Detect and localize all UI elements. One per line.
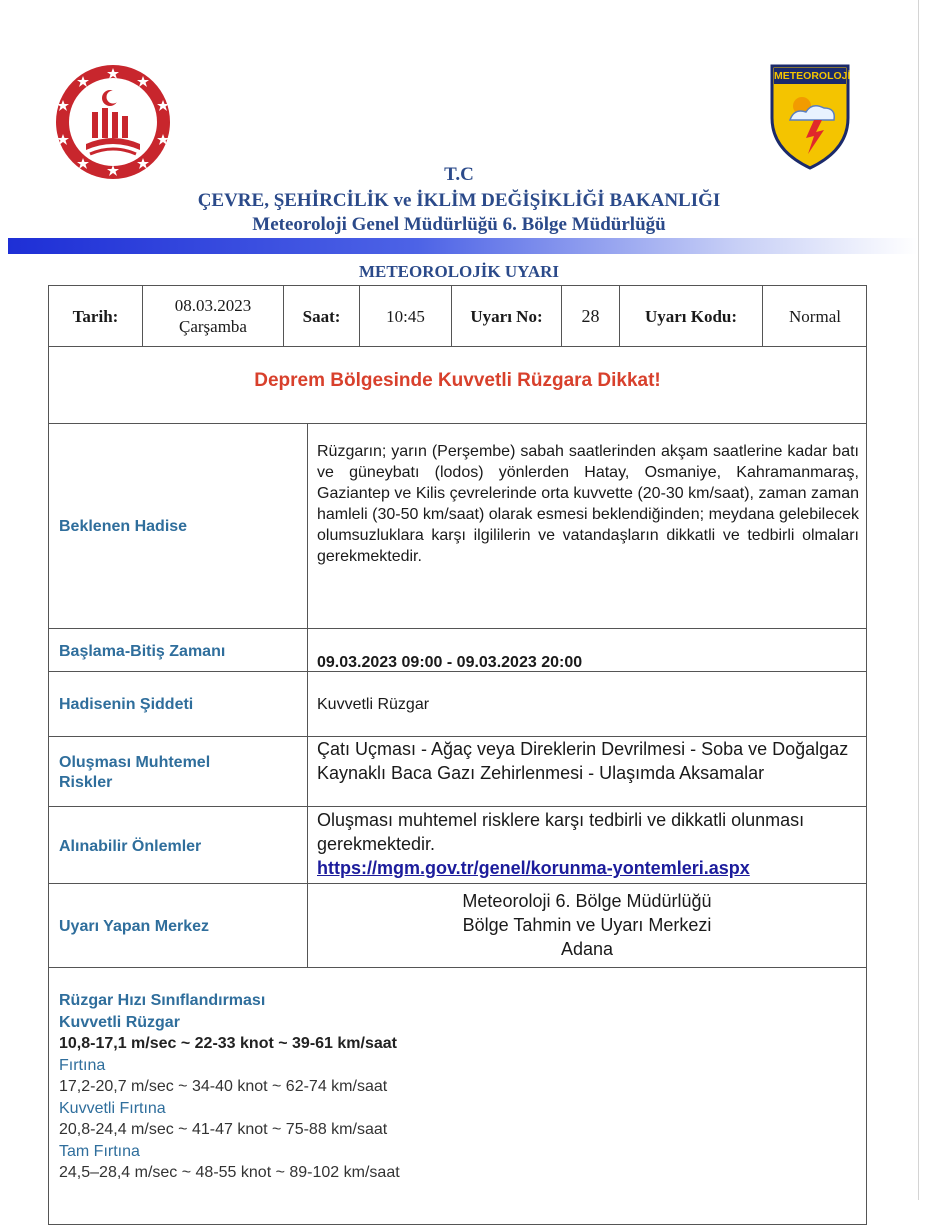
- warning-code-label: Uyarı Kodu:: [644, 306, 738, 326]
- risks-label-line1: Oluşması Muhtemel: [59, 754, 211, 771]
- center-line2: Bölge Tahmin ve Uyarı Merkezi: [462, 915, 712, 935]
- risks-label: [59, 753, 210, 793]
- expected-event-text: Rüzgarın; yarın (Perşembe) sabah saatlerinden akşam saatlerine kadar batı ve güneybatı (lodos) yönlerden Hatay, Osmaniye, Kahramanmaraş, Gaziantep ve Kilis çevrelerinde orta kuvvette (20-30 km/saat), zaman zaman hamleli (30-50 km/saat) olarak esmesi beklendiğinden; meydana gelebilecek olumsuzluklara karşı ilgililerin ve vatandaşların dikkatli ve tedbirli olmaları gerekmektedir.: [317, 443, 859, 565]
- wind-class-range: 10,8-17,1 m/sec ~ 22-33 knot ~ 39-61 km/saat: [59, 1035, 397, 1052]
- wind-class-range: 20,8-24,4 m/sec ~ 41-47 knot ~ 75-88 km/saat: [59, 1121, 388, 1138]
- meteoroloji-shield-logo: [768, 62, 852, 172]
- center-line1: Meteoroloji 6. Bölge Müdürlüğü: [462, 891, 712, 911]
- table-rule: [49, 346, 866, 347]
- period-label: Başlama-Bitiş Zamanı: [59, 643, 226, 660]
- center-label: Uyarı Yapan Merkez: [59, 918, 210, 935]
- center-value: [317, 889, 857, 961]
- precautions-label: Alınabilir Önlemler: [59, 838, 202, 855]
- page-edge: [918, 0, 919, 1200]
- center-line3: Adana: [560, 939, 614, 959]
- warning-no-value: 28: [581, 305, 600, 326]
- date-label: Tarih:: [72, 306, 119, 326]
- table-rule: [49, 806, 866, 807]
- risks-label-line2: Riskler: [59, 774, 113, 791]
- header-directorate: Meteoroloji Genel Müdürlüğü 6. Bölge Müdürlüğü: [252, 214, 666, 235]
- alert-title: Deprem Bölgesinde Kuvvetli Rüzgara Dikkat!: [254, 370, 661, 391]
- wind-class-range: 24,5–28,4 m/sec ~ 48-55 knot ~ 89-102 km/saat: [59, 1164, 400, 1181]
- wind-classification: [59, 990, 400, 1184]
- severity-value: Kuvvetli Rüzgar: [317, 696, 430, 713]
- wind-class-range: 17,2-20,7 m/sec ~ 34-40 knot ~ 62-74 km/saat: [59, 1078, 388, 1095]
- wind-class-name: Kuvvetli Rüzgar: [59, 1013, 180, 1031]
- day-value: Çarşamba: [179, 317, 247, 336]
- header-ministry: ÇEVRE, ŞEHİRCİLİK ve İKLİM DEĞİŞİKLİĞİ BAKANLIĞI: [197, 190, 721, 211]
- date-cell: [143, 286, 283, 346]
- wind-classification-title: Rüzgar Hızı Sınıflandırması: [59, 992, 266, 1009]
- severity-label: Hadisenin Şiddeti: [59, 696, 194, 713]
- wind-class-name: Fırtına: [59, 1056, 106, 1074]
- time-label: Saat:: [302, 306, 341, 326]
- table-rule: [307, 423, 308, 967]
- meteoroloji-logo-text: METEOROLOJİ: [774, 70, 851, 82]
- precautions-link[interactable]: https://mgm.gov.tr/genel/korunma-yontemleri.aspx: [317, 858, 750, 878]
- table-rule: [49, 423, 866, 424]
- date-value: 08.03.2023: [174, 296, 252, 315]
- time-value: 10:45: [386, 306, 425, 326]
- document-title: METEOROLOJİK UYARI: [358, 262, 560, 281]
- period-value: 09.03.2023 09:00 - 09.03.2023 20:00: [317, 654, 583, 671]
- expected-event-label: Beklenen Hadise: [59, 518, 188, 535]
- table-rule: [49, 883, 866, 884]
- table-rule: [49, 967, 866, 968]
- precautions-text: Oluşması muhtemel risklere karşı tedbirli ve dikkatli olunması gerekmektedir.: [317, 810, 805, 854]
- warning-code-value: Normal: [789, 306, 841, 326]
- header-tc: T.C: [444, 164, 474, 185]
- header-divider-bar: [8, 238, 918, 254]
- wind-class-name: Tam Fırtına: [59, 1142, 140, 1160]
- precautions-value: [317, 808, 859, 880]
- wind-class-name: Kuvvetli Fırtına: [59, 1099, 166, 1117]
- table-rule: [49, 628, 866, 629]
- risks-value: Çatı Uçması - Ağaç veya Direklerin Devrilmesi - Soba ve Doğalgaz Kaynaklı Baca Gazı Zehirlenmesi - Ulaşımda Aksamalar: [317, 739, 849, 783]
- warning-no-label: Uyarı No:: [470, 306, 543, 326]
- warning-table: [48, 285, 867, 1225]
